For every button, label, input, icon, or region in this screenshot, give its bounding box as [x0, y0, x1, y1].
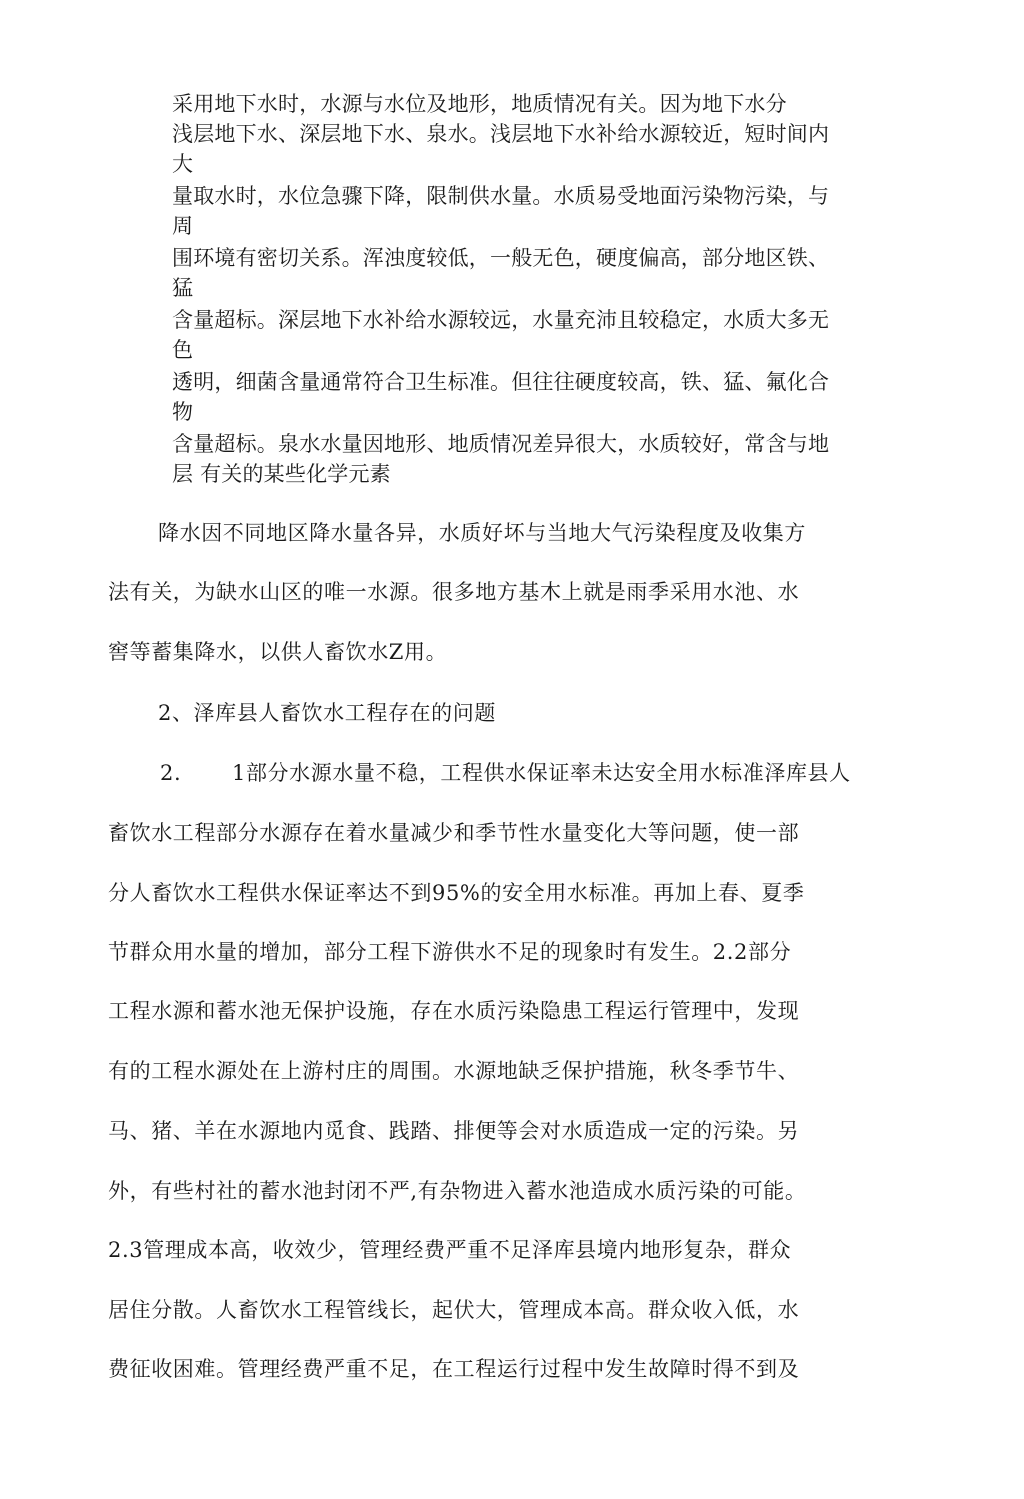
quote-line: 周: [172, 214, 194, 238]
quote-line: 浅层地下水、深层地下水、泉水。浅层地下水补给水源较近，短时间内: [172, 122, 830, 146]
quote-line: 透明，细菌含量通常符合卫生标准。但往往硬度较高，铁、猛、氟化合: [172, 370, 830, 394]
paragraph-line: 分人畜饮水工程供水保证率达不到95%的安全用水标准。再加上春、夏季: [108, 881, 805, 905]
paragraph-line: 有的工程水源处在上游村庄的周围。水源地缺乏保护措施，秋冬季节牛、: [108, 1059, 800, 1083]
paragraph-line: 1部分水源水量不稳，工程供水保证率未达安全用水标准泽库县人: [232, 761, 851, 785]
quote-line: 采用地下水时，水源与水位及地形，地质情况有关。因为地下水分: [172, 92, 787, 116]
quote-line: 量取水时，水位急骤下降，限制供水量。水质易受地面污染物污染，与: [172, 184, 830, 208]
quote-line: 猛: [172, 276, 194, 300]
quote-line: 色: [172, 338, 194, 362]
paragraph-line: 畜饮水工程部分水源存在着水量减少和季节性水量变化大等问题，使一部: [108, 821, 800, 845]
paragraph-line: 居住分散。人畜饮水工程管线长，起伏大，管理成本高。群众收入低，水: [108, 1298, 800, 1322]
quote-line: 含量超标。深层地下水补给水源较远，水量充沛且较稳定，水质大多无: [172, 308, 830, 332]
section-number: 2.: [160, 761, 182, 785]
paragraph-line: 2.3管理成本高，收效少，管理经费严重不足泽库县境内地形复杂，群众: [108, 1238, 792, 1262]
paragraph-line: 降水因不同地区降水量各异，水质好坏与当地大气污染程度及收集方: [158, 521, 806, 545]
quote-line: 层 有关的某些化学元素: [172, 462, 391, 486]
paragraph-line: 外，有些村社的蓄水池封闭不严,有杂物进入蓄水池造成水质污染的可能。: [108, 1179, 807, 1203]
paragraph-line: 工程水源和蓄水池无保护设施，存在水质污染隐患工程运行管理中，发现: [108, 999, 800, 1023]
quote-line: 大: [172, 152, 194, 176]
quote-line: 物: [172, 400, 194, 424]
paragraph-line: 节群众用水量的增加，部分工程下游供水不足的现象时有发生。2.2部分: [108, 940, 792, 964]
quote-line: 围环境有密切关系。浑浊度较低，一般无色，硬度偏高，部分地区铁、: [172, 246, 830, 270]
paragraph-line: 法有关，为缺水山区的唯一水源。很多地方基木上就是雨季采用水池、水: [108, 580, 800, 604]
paragraph-line: 窖等蓄集降水，以供人畜饮水Z用。: [108, 640, 448, 664]
section-heading: 2、泽库县人畜饮水工程存在的问题: [158, 701, 496, 725]
paragraph-line: 费征收困难。管理经费严重不足，在工程运行过程中发生故障时得不到及: [108, 1357, 800, 1381]
paragraph-line: 马、猪、羊在水源地内觅食、践踏、排便等会对水质造成一定的污染。另: [108, 1119, 800, 1143]
quote-line: 含量超标。泉水水量因地形、地质情况差异很大，水质较好，常含与地: [172, 432, 830, 456]
